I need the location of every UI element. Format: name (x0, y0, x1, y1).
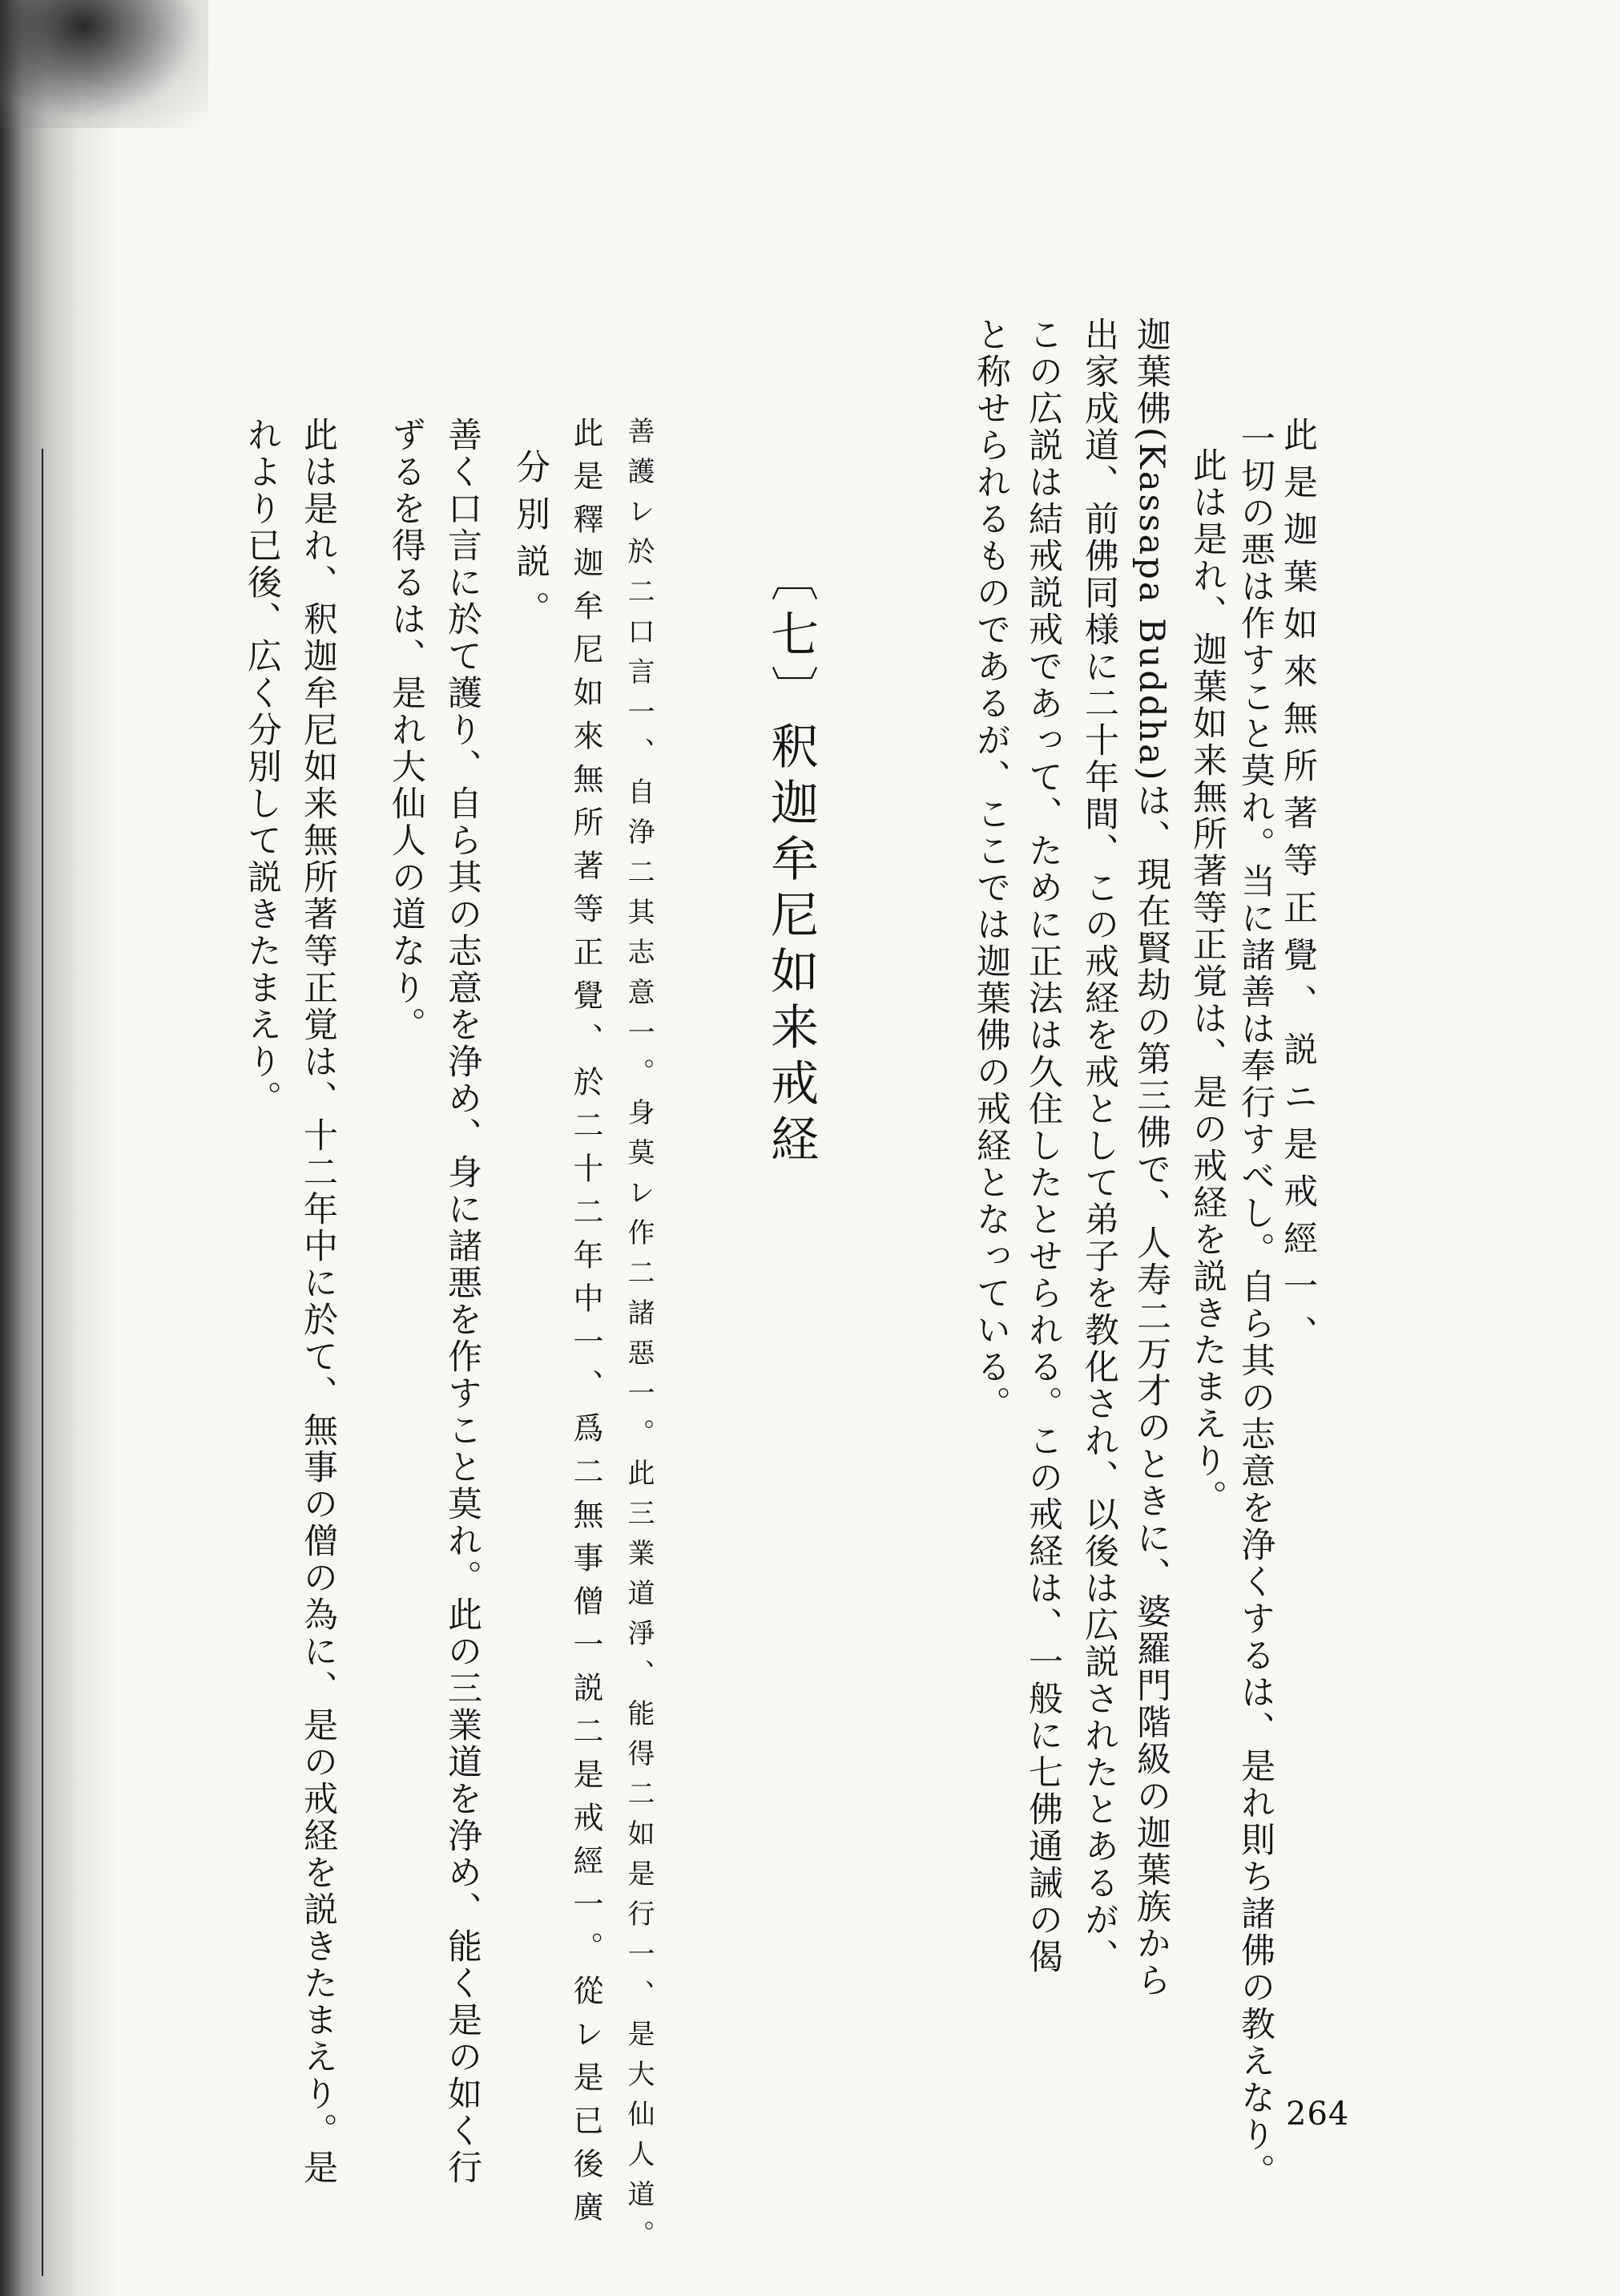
body-column-kassapa-commentary-1: 迦葉佛(Kassapa Buddha)は、現在賢劫の第三佛で、人寿二万才のときに、婆羅門階級の迦葉族から (1131, 317, 1171, 1999)
body-column-kassapa-commentary-2: 出家成道、前佛同様に二十年間、この戒経を戒として弟子を教化され、以後は広説されたとあるが、 (1079, 317, 1119, 1975)
body-column-shakyamuni-translation-3: 此は是れ、釈迦牟尼如来無所著等正覚は、十二年中に於て、無事の僧の為に、是の戒経を説きたまえり。是 (298, 417, 338, 2186)
scan-corner-smudge (0, 0, 208, 128)
section-heading-shakyamuni: 〔七〕釈迦牟尼如来戒経 (763, 553, 819, 1170)
kanbun-column-shakyamuni-2: 此是釋迦牟尼如來無所著等正覺、於二十二年中一、爲二無事僧一説二是戒經一。從レ是已後廣 (568, 417, 603, 2234)
body-column-kassapa-verse-translation-1: 一切の悪は作すこと莫れ。当に諸善は奉行すべし。自ら其の志意を浄くするは、是れ則ち諸佛の教えなり。 (1235, 421, 1275, 2190)
page-edge-line (42, 449, 43, 2276)
scan-gutter-shadow (0, 0, 120, 2296)
body-column-kassapa-verse-translation-2: 此は是れ、迦葉如来無所著等正覚は、是の戒経を説きたまえり。 (1187, 447, 1227, 1516)
kanbun-column-shakyamuni-3: 分別説。 (510, 449, 550, 638)
body-column-shakyamuni-translation-1: 善く口言に於て護り、自ら其の志意を浄め、身に諸悪を作すこと莫れ。此の三業道を浄め、能く是の如く行 (442, 417, 482, 2186)
body-column-shakyamuni-translation-2: ずるを得るは、是れ大仙人の道なり。 (386, 417, 426, 1043)
body-column-kassapa-commentary-4: と称せられるものであるが、ここでは迦葉佛の戒経となっている。 (971, 317, 1011, 1422)
body-column-shakyamuni-translation-4: れより已後、広く分別して説きたまえり。 (242, 417, 282, 1117)
kanbun-column-shakyamuni-1: 善護レ於二口言一、自浄二其志意一。身莫レ作二諸惡一。此三業道淨、能得二如是行一、是大仙人道。 (623, 417, 655, 2260)
kanbun-column-kassapa-verse: 此是迦葉如來無所著等正覺、説ニ是戒經一、 (1278, 417, 1318, 1362)
body-column-kassapa-commentary-3: この広説は結戒説戒であって、ために正法は久住したとせられる。この戒経は、一般に七佛通誡の偈 (1023, 317, 1063, 1975)
page-number: 264 (1286, 2096, 1350, 2133)
